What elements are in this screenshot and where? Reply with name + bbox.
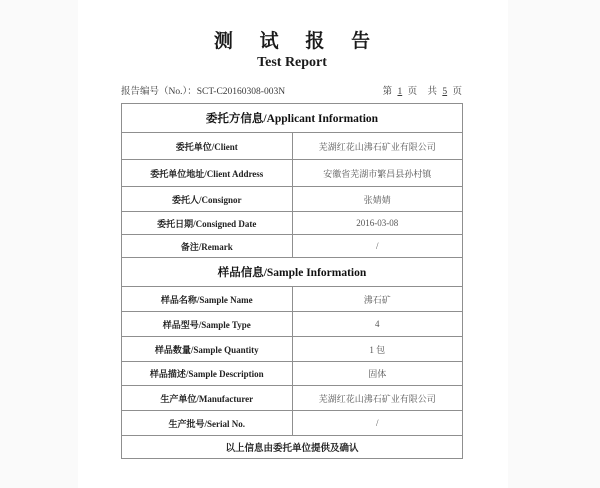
sample-type-label: 样品型号/Sample Type bbox=[122, 312, 293, 337]
client-label: 委托单位/Client bbox=[122, 133, 293, 160]
pagination bbox=[382, 83, 463, 97]
table-row bbox=[122, 212, 463, 235]
pagination-word-page2: 页 bbox=[452, 87, 462, 97]
footer-note: 以上信息由委托单位提供及确认 bbox=[122, 436, 463, 459]
sample-quantity-label: 样品数量/Sample Quantity bbox=[122, 337, 293, 362]
report-number-label: 报告编号（No.）： bbox=[121, 87, 197, 97]
report-number bbox=[121, 83, 285, 97]
client-address-value: 安徽省芜湖市繁昌县孙村镇 bbox=[292, 160, 463, 187]
consignor-label: 委托人/Consignor bbox=[122, 187, 293, 212]
pagination-total-pages: 5 bbox=[442, 87, 448, 97]
client-address-label: 委托单位地址/Client Address bbox=[122, 160, 293, 187]
serial-no-label: 生产批号/Serial No. bbox=[122, 411, 293, 436]
pagination-word-first: 第 bbox=[382, 87, 393, 97]
table-row bbox=[122, 187, 463, 212]
remark-label: 备注/Remark bbox=[122, 235, 293, 258]
sample-quantity-value: 1 包 bbox=[292, 337, 463, 362]
report-page bbox=[78, 0, 508, 488]
sample-type-value: 4 bbox=[292, 312, 463, 337]
footer-note-row bbox=[122, 436, 463, 459]
report-table-wrapper bbox=[121, 103, 463, 459]
manufacturer-label: 生产单位/Manufacturer bbox=[122, 386, 293, 411]
sample-section-title: 样品信息/Sample Information bbox=[122, 258, 463, 287]
table-row bbox=[122, 133, 463, 160]
report-table bbox=[121, 103, 463, 459]
table-row bbox=[122, 312, 463, 337]
client-value: 芜湖红花山沸石矿业有限公司 bbox=[292, 133, 463, 160]
pagination-word-total: 共 bbox=[427, 87, 437, 97]
applicant-section-title: 委托方信息/Applicant Information bbox=[122, 104, 463, 133]
sample-name-label: 样品名称/Sample Name bbox=[122, 287, 293, 312]
consignor-value: 张婧婧 bbox=[292, 187, 463, 212]
table-row bbox=[122, 411, 463, 436]
table-row bbox=[122, 287, 463, 312]
report-title-english: Test Report bbox=[257, 55, 327, 70]
sample-name-value: 沸石矿 bbox=[292, 287, 463, 312]
report-meta-line bbox=[121, 83, 463, 97]
table-row bbox=[122, 337, 463, 362]
pagination-current-page: 1 bbox=[397, 87, 403, 97]
report-number-value: SCT-C20160308-003N bbox=[196, 87, 286, 97]
sample-description-label: 样品描述/Sample Description bbox=[122, 362, 293, 386]
table-row bbox=[122, 235, 463, 258]
sample-description-value: 固体 bbox=[292, 362, 463, 386]
pagination-word-page: 页 bbox=[407, 87, 418, 97]
sample-section-header-row bbox=[122, 258, 463, 287]
table-row bbox=[122, 160, 463, 187]
report-title-chinese: 测 试 报 告 bbox=[213, 31, 382, 52]
table-row bbox=[122, 362, 463, 386]
consigned-date-label: 委托日期/Consigned Date bbox=[122, 212, 293, 235]
table-row bbox=[122, 386, 463, 411]
manufacturer-value: 芜湖红花山沸石矿业有限公司 bbox=[292, 386, 463, 411]
remark-value: / bbox=[292, 235, 463, 258]
applicant-section-header-row bbox=[122, 104, 463, 133]
serial-no-value: / bbox=[292, 411, 463, 436]
consigned-date-value: 2016-03-08 bbox=[292, 212, 463, 235]
